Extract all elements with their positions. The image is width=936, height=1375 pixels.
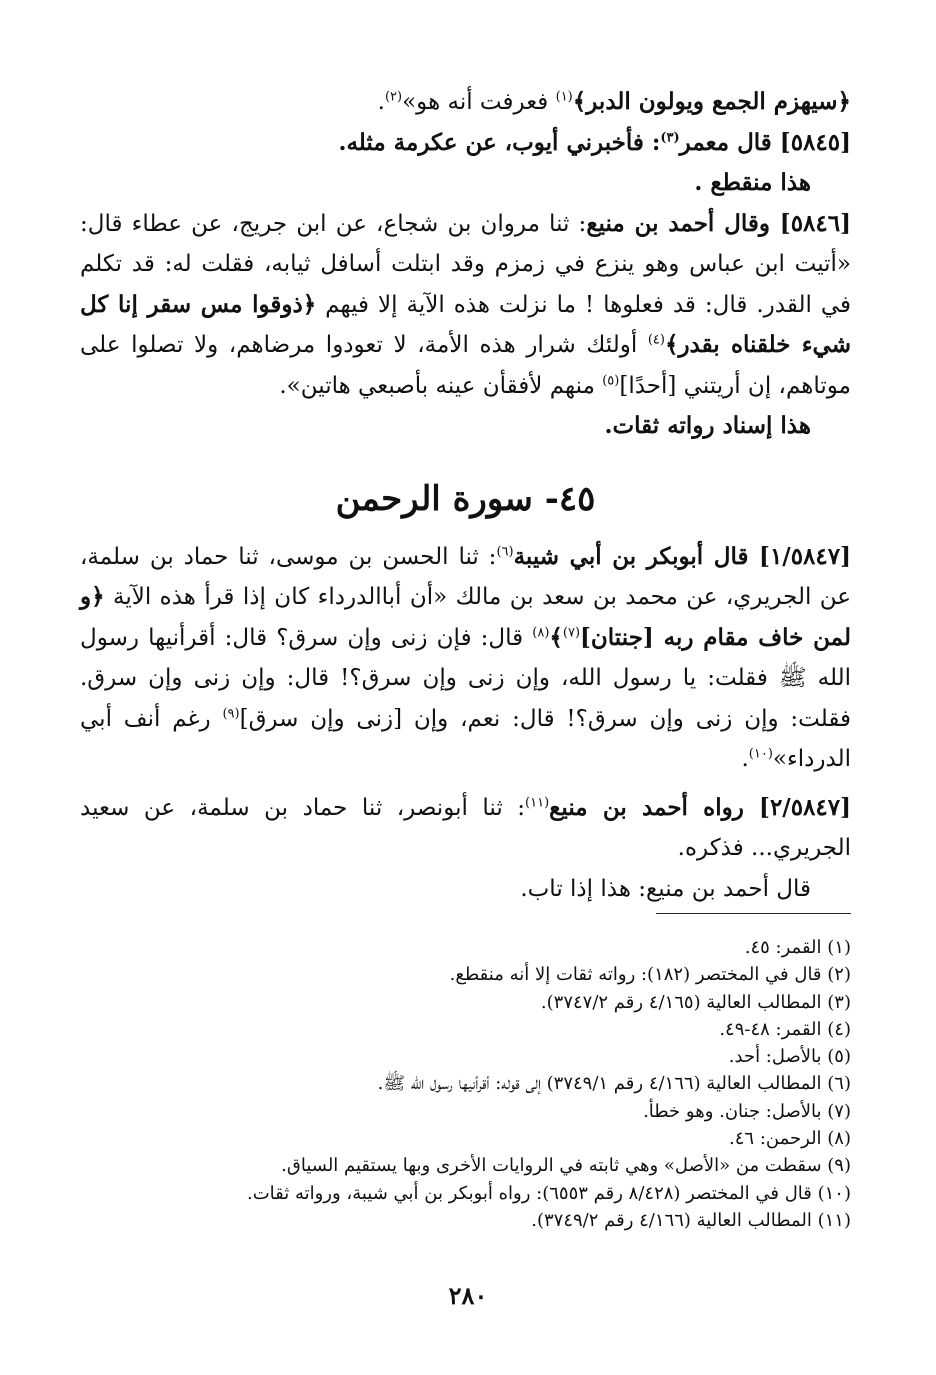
paragraph-quran-continuation — [80, 82, 851, 123]
page-number: ٢٨٠ — [448, 1281, 488, 1310]
footnote-ref: (١١) — [525, 794, 550, 810]
footnote: (١) القمر: ٤٥. — [744, 937, 851, 958]
hadith-5845 — [80, 123, 851, 164]
quran-verse: ﴿ذوقوا مس سقر إنا كل شيء خلقناه بقدر﴾ — [80, 290, 851, 358]
footnote: (٢) قال في المختصر (١٨٢): رواته ثقات إلا أنه منقطع. — [449, 964, 851, 986]
footnote-ref: (٧) — [562, 624, 581, 640]
hadith-text: قال: فإن زنى وإن سرق؟ قال: أقرأنيها رسول الله ﷺ فقلت: يا رسول الله، وإن زنى وإن سرق؟! قال: وإن زنى وإن سرق. فقلت: وإن زنى وإن سرق؟! قال: نعم، وإن [زنى وإن سرق] — [80, 624, 852, 732]
footnote: (٣) المطالب العالية (٤/١٦٥ رقم ٣٧٤٧/٢). — [540, 991, 851, 1013]
footnote: (٦) المطالب العالية (٤/١٦٦ رقم ٣٧٤٩/١) إلى قوله: أقرأنيها رسول الله ﷺ. — [377, 1073, 851, 1095]
text-run: فعرفت أنه هو» — [402, 89, 556, 115]
footnote-separator — [656, 913, 851, 914]
footnote: (١١) المطالب العالية (٤/١٦٦ رقم ٣٧٤٩/٢). — [531, 1209, 851, 1231]
footnote-ref: (٢) — [384, 89, 403, 105]
hadith-5846 — [80, 204, 851, 407]
surah-heading: ٤٥- سورة الرحمن — [335, 478, 596, 519]
footnote-ref: (١) — [555, 89, 573, 105]
hadith-text: : فأخبرني أيوب، عن عكرمة مثله. — [338, 128, 661, 156]
text-run: . — [741, 746, 749, 772]
footnote-ref: (٨) — [532, 624, 550, 640]
footnote: (٨) الرحمن: ٤٦. — [729, 1128, 851, 1150]
hadith-5845-grading: هذا منقطع . — [694, 169, 811, 196]
hadith-text: أولئك شرار هذه الأمة، لا تعودوا مرضاهم، ولا تصلوا على موتاهم، إن أريتني [أحدًا] — [80, 332, 851, 399]
hadith-label: [١/٥٨٤٧] قال أبوبكر بن أبي شيبة — [513, 542, 851, 570]
footnote-ref: (٣) — [660, 129, 680, 145]
hadith-text: منهم لأفقأن عينه بأصبعي هاتين». — [279, 372, 603, 399]
footnote: (٩) سقطت من «الأصل» وهي ثابته في الروايات الأخرى وبها يستقيم السياق. — [281, 1155, 851, 1177]
footnote-ref: (٦) — [496, 543, 514, 559]
footnote: (١٠) قال في المختصر (٨/٤٢٨ رقم ٦٥٥٣): رواه أبوبكر بن أبي شيبة، ورواته ثقات. — [246, 1182, 851, 1204]
footnote-ref: (١٠) — [748, 746, 773, 762]
hadith-5846-grading: هذا إسناد رواته ثقات. — [604, 412, 811, 439]
text-run: . — [377, 89, 385, 115]
hadith-5847-comment: قال أحمد بن منيع: هذا إذا تاب. — [520, 875, 811, 902]
footnote-ref: (٥) — [602, 372, 620, 388]
footnote: (٥) بالأصل: أحد. — [728, 1046, 851, 1068]
hadith-label: [٥٨٤٦] وقال أحمد بن منيع — [586, 209, 852, 237]
quran-verse: ﴿سيهزم الجمع ويولون الدبر﴾ — [572, 88, 851, 115]
footnote-ref: (٩) — [222, 705, 240, 721]
hadith-label: [٢/٥٨٤٧] رواه أحمد بن منيع — [549, 793, 851, 821]
footnotes — [80, 934, 851, 1234]
hadith-5847-2 — [80, 788, 851, 869]
quran-verse: ﴿و لمن خاف مقام ربه [جنتان] — [80, 583, 851, 651]
spacer — [80, 780, 851, 788]
hadith-text: رغم أنف أبي الدرداء» — [80, 705, 851, 772]
footnote-ref: (٤) — [647, 332, 665, 348]
hadith-5847-1 — [80, 537, 851, 780]
main-text — [80, 82, 851, 909]
hadith-text: : ثنا مروان بن شجاع، عن ابن جريج، عن عطاء قال: «أتيت ابن عباس وهو ينزع في زمزم وقد ابتلت أسافل ثيابه، فقلت له: قد تكلم في القدر. قال: قد فعلوها ! ما نزلت هذه الآية إلا فيهم — [80, 210, 851, 318]
quran-bracket: ﴾ — [549, 623, 563, 651]
footnote: (٧) بالأصل: جنان. وهو خطأ. — [643, 1100, 851, 1122]
footnote: (٤) القمر: ٤٨-٤٩. — [719, 1018, 851, 1040]
hadith-text: : ثنا أبونصر، ثنا حماد بن سلمة، عن سعيد الجريري... فذكره. — [80, 794, 851, 861]
hadith-text: : ثنا الحسن بن موسى، ثنا حماد بن سلمة، عن الجريري، عن محمد بن سعد بن مالك «أن أباالدرداء كان إذا قرأ هذه الآية — [80, 543, 851, 610]
hadith-label: [٥٨٤٥] قال معمر — [679, 128, 851, 156]
